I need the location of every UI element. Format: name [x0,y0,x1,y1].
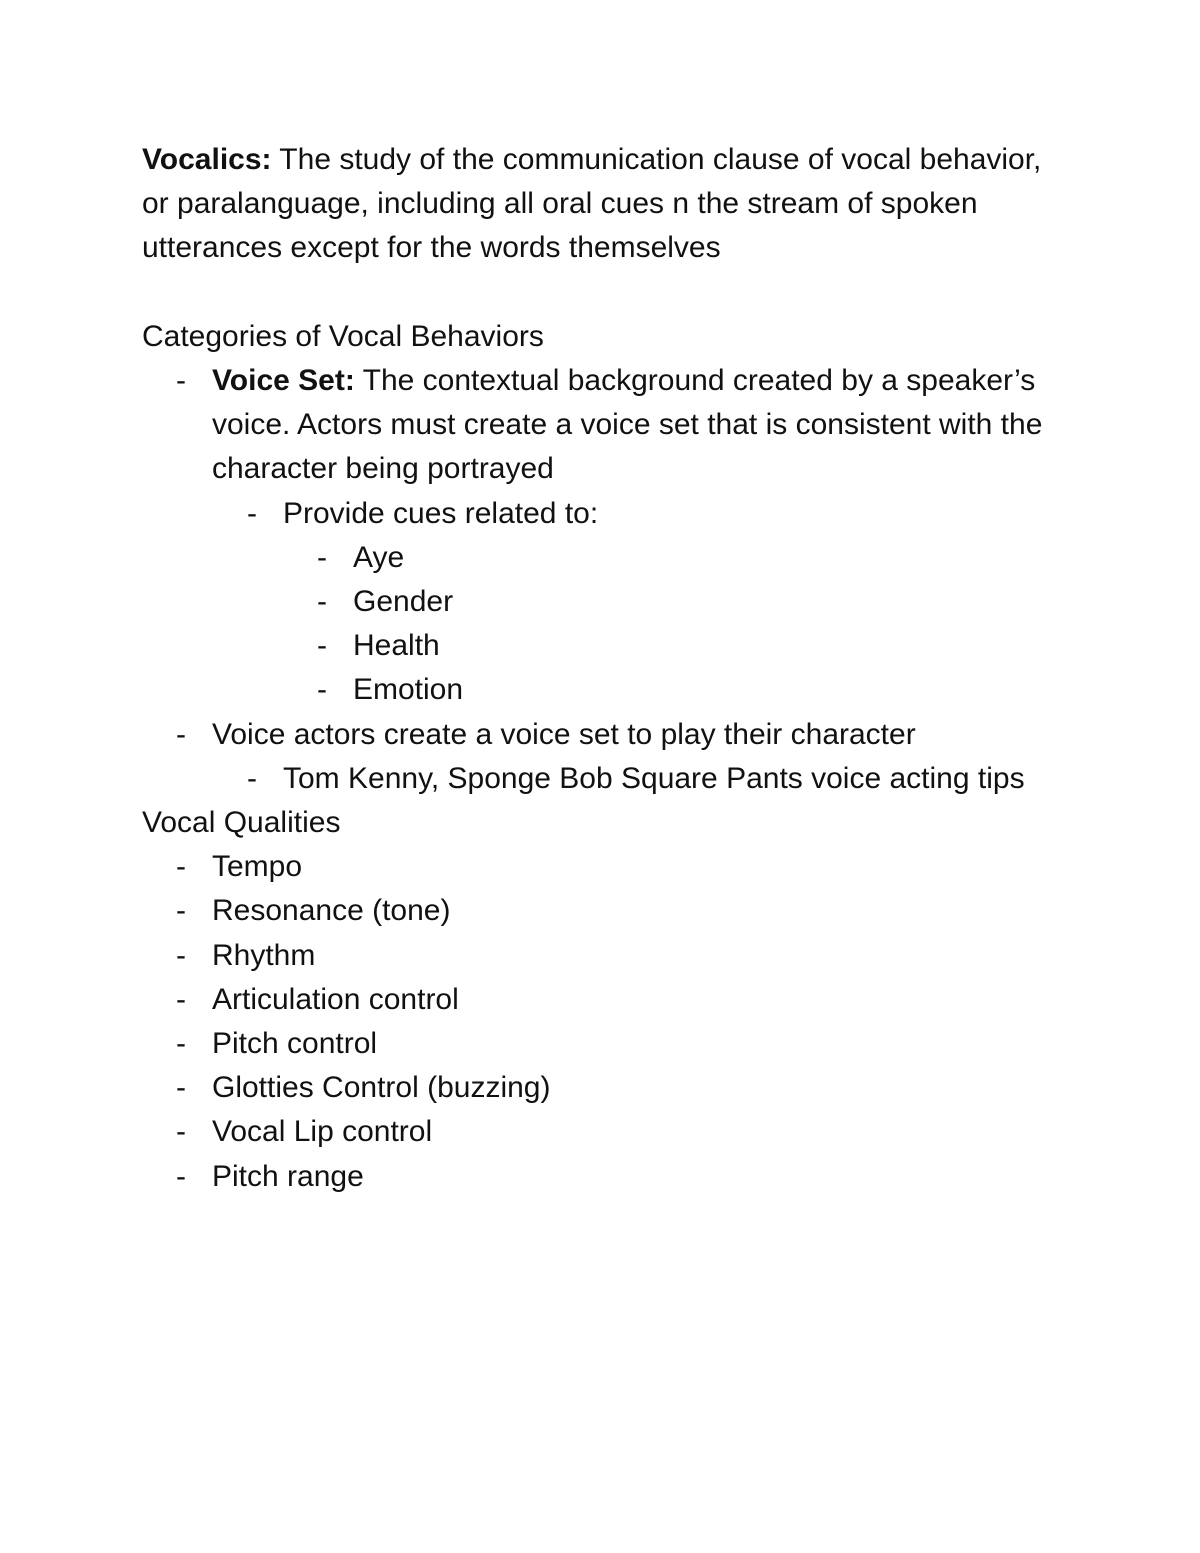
dash-bullet: - [176,850,186,884]
list-item-voice-set [176,359,1062,713]
cue-label: Health [353,629,440,663]
dash-bullet: - [176,364,186,397]
categories-heading: Categories of Vocal Behaviors [142,319,544,353]
blank-line [142,271,1062,315]
list-item-quality [176,1022,1062,1066]
quality-label: Glotties Control (buzzing) [212,1071,551,1105]
list-item-voice-actors [176,713,1062,801]
cue-label: Aye [353,540,405,574]
qualities-heading: Vocal Qualities [142,806,341,840]
dash-bullet: - [317,629,327,663]
list-item-cue [317,580,1062,624]
document-page [142,138,1062,1199]
list-item-cue [317,536,1062,580]
voice-set-sublist [212,492,1062,713]
list-item-quality [176,889,1062,933]
dash-bullet: - [317,540,327,574]
cues-list [283,536,1062,713]
dash-bullet: - [176,982,186,1016]
dash-bullet: - [317,585,327,619]
list-item-quality [176,978,1062,1022]
list-item-quality [176,1155,1062,1199]
dash-bullet: - [176,1159,186,1193]
definition-paragraph [142,138,1062,271]
dash-bullet: - [317,673,327,707]
definition-text: The study of the communication clause of vocal behavior, or paralanguage, including all oral cues n the stream of spoken utterances except for the words themselves [142,143,1042,265]
list-item-cue [317,668,1062,712]
cue-label: Gender [353,585,454,619]
quality-label: Resonance (tone) [212,894,451,928]
dash-bullet: - [176,1115,186,1149]
dash-bullet: - [176,1027,186,1061]
quality-label: Vocal Lip control [212,1115,433,1149]
voice-actors-text: Voice actors create a voice set to play their character [212,717,916,751]
dash-bullet: - [176,1071,186,1105]
list-item-cues [247,492,1062,713]
list-item-example [247,757,1062,801]
list-item-quality [176,845,1062,889]
list-item-quality [176,934,1062,978]
quality-label: Pitch range [212,1159,364,1193]
quality-label: Articulation control [212,982,459,1016]
quality-label: Tempo [212,850,303,884]
voice-actors-sublist [212,757,1062,801]
voice-set-text: The contextual background created by a speaker’s voice. Actors must create a voice set that is consistent with the character being portrayed [212,364,1043,486]
voice-actors-example: Tom Kenny, Sponge Bob Square Pants voice acting tips [283,761,1025,795]
dash-bullet: - [176,894,186,928]
quality-label: Rhythm [212,938,316,972]
dash-bullet: - [247,496,257,530]
definition-term: Vocalics: [142,143,272,176]
categories-list [142,359,1062,801]
voice-set-term: Voice Set: [212,364,355,397]
dash-bullet: - [176,938,186,972]
cues-label: Provide cues related to: [283,496,599,530]
list-item-quality [176,1066,1062,1110]
quality-label: Pitch control [212,1027,378,1061]
list-item-cue [317,624,1062,668]
dash-bullet: - [247,761,257,795]
cue-label: Emotion [353,673,464,707]
list-item-quality [176,1110,1062,1154]
dash-bullet: - [176,717,186,751]
qualities-list [142,845,1062,1199]
